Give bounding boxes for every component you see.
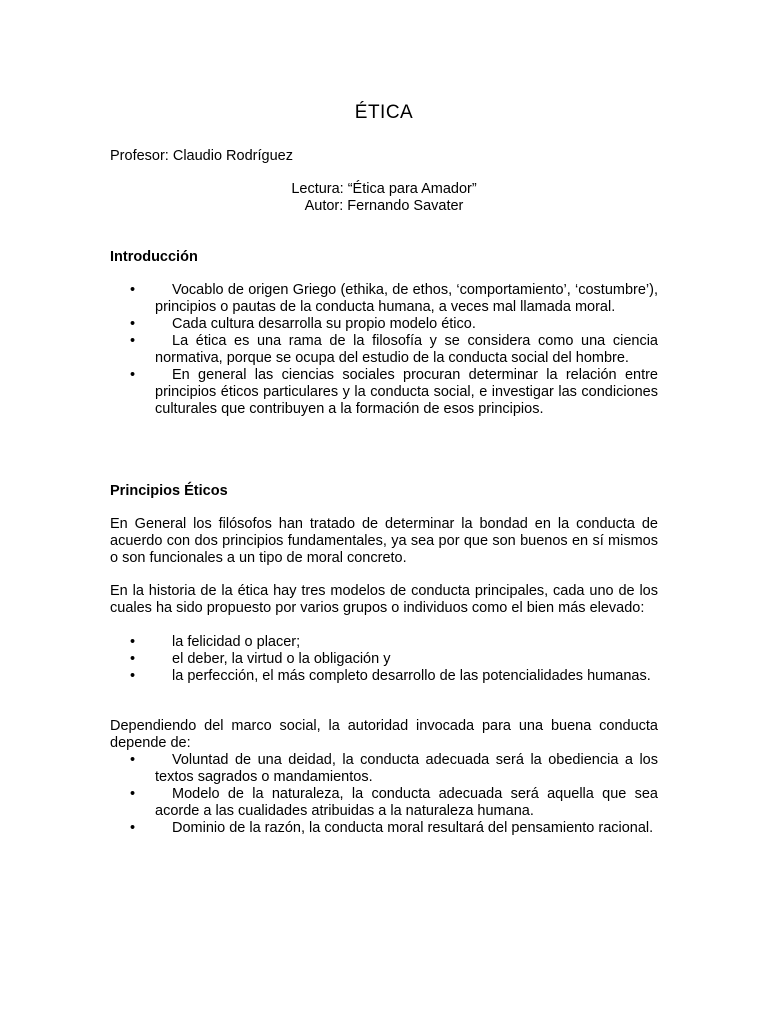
bullet-icon: • (130, 651, 136, 667)
list-item (130, 820, 658, 837)
bullet-icon: • (130, 367, 136, 383)
list-item-text: Vocablo de origen Griego (ethika, de ethos, ‘comportamiento’, ‘costumbre’), principios o pautas de la conducta humana, a veces mal llamada moral. (155, 282, 658, 315)
bullet-icon: • (130, 634, 136, 650)
bullet-icon: • (130, 786, 136, 802)
list-item-text: En general las ciencias sociales procuran determinar la relación entre principios éticos particulares y la conducta social, e investigar las condiciones culturales que contribuyen a la formación de esos principios. (155, 367, 658, 417)
list-item (130, 316, 658, 333)
conduct-models-list (130, 634, 658, 685)
list-item-text: la perfección, el más completo desarrollo de las potencialidades humanas. (172, 668, 651, 684)
introduction-heading: Introducción (110, 249, 198, 265)
bullet-icon: • (130, 333, 136, 349)
bullet-icon: • (130, 668, 136, 684)
list-item-text: Voluntad de una deidad, la conducta adecuada será la obediencia a los textos sagrados o mandamientos. (155, 752, 658, 785)
list-item (130, 634, 658, 651)
author-line: Autor: Fernando Savater (304, 198, 464, 214)
bullet-icon: • (130, 752, 136, 768)
document-title: ÉTICA (354, 102, 414, 123)
principles-heading: Principios Éticos (110, 483, 228, 499)
list-item-text: Modelo de la naturaleza, la conducta adecuada será aquella que sea acorde a las cualidades atribuidas a la naturaleza humana. (155, 786, 658, 819)
authority-list (130, 752, 658, 837)
reading-line: Lectura: “Ética para Amador” (291, 181, 477, 197)
bullet-icon: • (130, 316, 136, 332)
principles-paragraph-2: En la historia de la ética hay tres modelos de conducta principales, cada uno de los cuales ha sido propuesto por varios grupos o individuos como el bien más elevado: (110, 583, 658, 616)
list-item (130, 367, 658, 418)
list-item (130, 282, 658, 316)
principles-paragraph-3: Dependiendo del marco social, la autoridad invocada para una buena conducta depende de: (110, 718, 658, 751)
principles-paragraph-1: En General los filósofos han tratado de determinar la bondad en la conducta de acuerdo con dos principios fundamentales, ya sea por que son buenos en sí mismos o son funcionales a un tipo de moral concreto. (110, 516, 658, 566)
list-item-text: el deber, la virtud o la obligación y (172, 651, 391, 667)
bullet-icon: • (130, 820, 136, 836)
list-item (130, 333, 658, 367)
list-item (130, 752, 658, 786)
list-item-text: la felicidad o placer; (172, 634, 301, 650)
list-item (130, 668, 658, 685)
list-item (130, 651, 658, 668)
list-item-text: Dominio de la razón, la conducta moral resultará del pensamiento racional. (172, 820, 654, 836)
list-item-text: La ética es una rama de la filosofía y se considera como una ciencia normativa, porque se ocupa del estudio de la conducta social del hombre. (155, 333, 658, 366)
list-item-text: Cada cultura desarrolla su propio modelo ético. (172, 316, 476, 332)
bullet-icon: • (130, 282, 136, 298)
list-item (130, 786, 658, 820)
introduction-list (130, 282, 658, 418)
professor-line: Profesor: Claudio Rodríguez (110, 148, 293, 164)
